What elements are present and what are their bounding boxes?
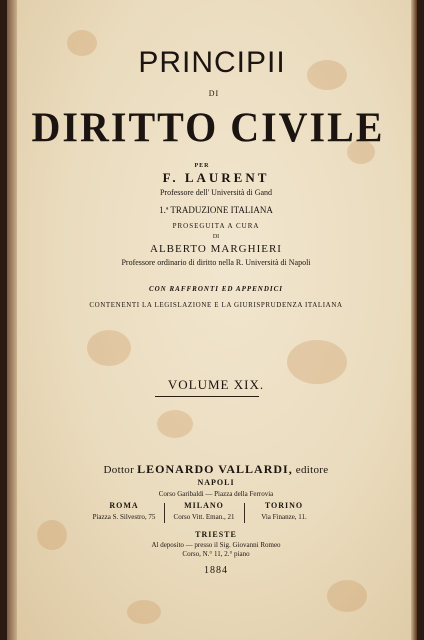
publisher-line [4,462,424,477]
trieste-address-2: Corso, N.° 11, 2.° piano [182,550,250,558]
editor-name: ALBERTO MARGHIERI [150,243,282,255]
volume-underline [155,396,259,397]
publisher-prefix: Dottor [103,464,135,476]
di-label: DI [212,234,220,240]
trieste-address-1: Al deposito — presso il Sig. Giovanni Romeo [151,541,281,549]
city-roma: ROMA [109,501,139,510]
city-milano: MILANO [184,501,224,510]
editor-role: Professore ordinario di diritto nella R. Università di Napoli [121,258,311,267]
title-main: PRINCIPII [138,46,286,79]
author-role: Professore dell' Università di Gand [159,188,273,197]
appendix-note: CON RAFFRONTI ED APPENDICI [148,285,284,293]
per-label: PER [194,163,210,169]
title-subject: DIRITTO CIVILE [31,103,385,152]
title-di: DI [208,89,220,98]
napoli-address: Corso Garibaldi — Piazza della Ferrovia [158,490,274,498]
branch-divider [164,503,165,523]
foxing-stain [87,330,131,366]
foxing-stain [127,600,161,624]
torino-address: Via Finanze, 11. [261,513,307,521]
city-torino: TORINO [264,501,304,510]
publisher-suffix: editore [295,464,329,476]
branch-torino [248,501,320,521]
branch-milano [168,501,240,521]
publisher-name: LEONARDO VALLARDI, [137,462,293,476]
translation-note: 1.ª TRADUZIONE ITALIANA [159,205,273,215]
author-name: F. LAURENT [162,170,270,185]
milano-address: Corso Vitt. Eman., 21 [173,513,235,521]
branch-roma [88,501,160,521]
roma-address: Piazza S. Silvestro, 75 [92,513,156,521]
contents-note: CONTENENTI LA LEGISLAZIONE E LA GIURISPRUDENZA ITALIANA [89,301,343,309]
publication-year: 1884 [204,565,228,576]
foxing-stain [327,580,367,612]
volume-number: VOLUME XIX. [167,377,265,392]
continued-by: PROSEGUITA A CURA [172,222,260,230]
city-trieste: TRIESTE [195,530,237,539]
city-napoli: NAPOLI [197,478,235,487]
foxing-stain [157,410,193,438]
branch-divider [244,503,245,523]
